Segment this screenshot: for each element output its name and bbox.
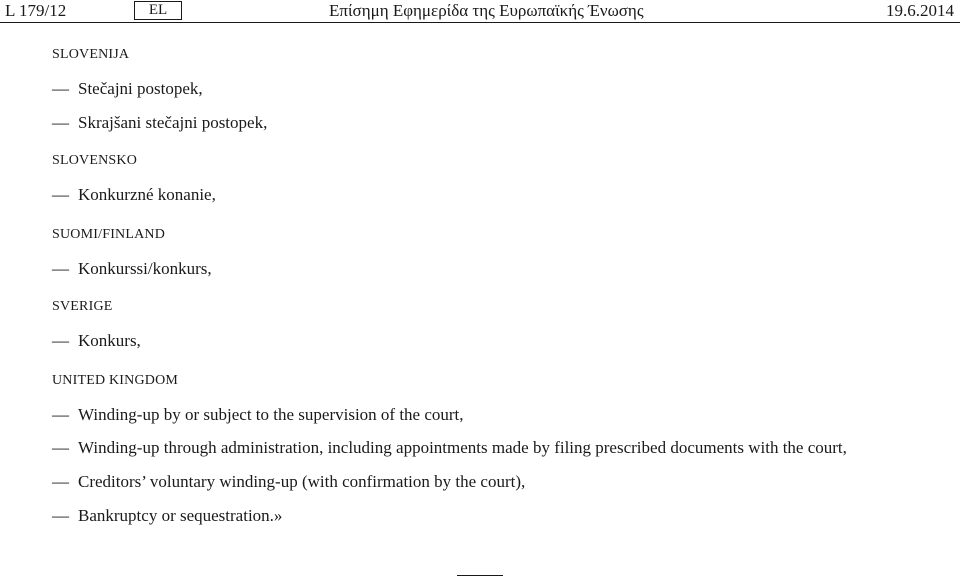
list-item-text: Winding-up through administration, including appointments made by filing prescribed documents with the court, — [78, 438, 847, 457]
em-dash: — — [52, 438, 69, 457]
em-dash: — — [52, 405, 69, 424]
page-header — [0, 0, 960, 22]
list-item-text: Konkurssi/konkurs, — [78, 259, 212, 278]
end-of-text-rule — [457, 575, 503, 576]
list-item — [52, 438, 847, 458]
list-item-text: Creditors’ voluntary winding-up (with confirmation by the court), — [78, 472, 526, 491]
em-dash: — — [52, 185, 69, 204]
list-item — [52, 259, 212, 279]
em-dash: — — [52, 331, 69, 350]
list-item-text: Skrajšani stečajni postopek, — [78, 113, 268, 132]
list-item-text: Bankruptcy or sequestration.» — [78, 506, 283, 525]
list-item-text: Winding-up by or subject to the supervision of the court, — [78, 405, 464, 424]
em-dash: — — [52, 259, 69, 278]
country-heading-united-kingdom: UNITED KINGDOM — [52, 373, 179, 388]
em-dash: — — [52, 506, 69, 525]
list-item — [52, 185, 216, 205]
list-item — [52, 79, 203, 99]
country-heading-slovensko: SLOVENSKO — [52, 153, 138, 168]
list-item-text: Konkurs, — [78, 331, 141, 350]
header-divider — [0, 22, 960, 23]
journal-title: Επίσημη Εφημερίδα της Ευρωπαϊκής Ένωσης — [329, 1, 644, 20]
country-heading-suomi-finland: SUOMI/FINLAND — [52, 227, 166, 242]
list-item — [52, 331, 141, 351]
country-heading-sverige: SVERIGE — [52, 299, 113, 314]
publication-date: 19.6.2014 — [886, 1, 954, 20]
language-code-box: EL — [134, 1, 182, 20]
list-item — [52, 113, 267, 133]
list-item — [52, 405, 464, 425]
list-item-text: Stečajni postopek, — [78, 79, 203, 98]
em-dash: — — [52, 113, 69, 132]
list-item — [52, 472, 525, 492]
em-dash: — — [52, 79, 69, 98]
em-dash: — — [52, 472, 69, 491]
country-heading-slovenija: SLOVENIJA — [52, 47, 130, 62]
list-item — [52, 506, 282, 526]
page-reference: L 179/12 — [5, 1, 67, 20]
list-item-text: Konkurzné konanie, — [78, 185, 216, 204]
